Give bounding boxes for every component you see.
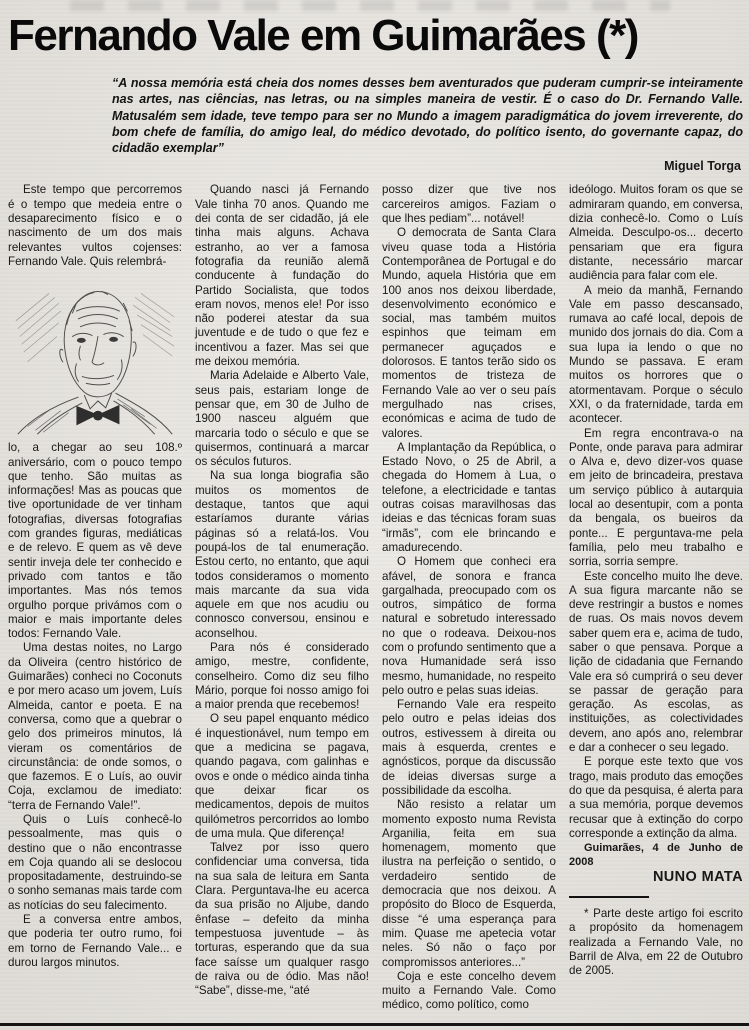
column-2 <box>195 183 369 1030</box>
paragraph: Este tempo que percorremos é o tempo que medeia entre o desaparecimento físico e o nascimento de um dos mais relevantes vultos cojenses: Fernando Vale. Quis relembrá- <box>8 183 182 268</box>
paragraph: Talvez por isso quero confidenciar uma conversa, tida na sua sala de leitura em Santa Clara. Perguntava-lhe eu acerca da sua prisão no Aljube, dando ênfase – defeito da minha tempestuosa juventude – às torturas, esperando que da sua face saísse um qualquer rasgo de raiva ou de ódio. Mas não! “Sabe”, disse-me, “até <box>195 841 369 998</box>
paragraph: Quis o Luís conhecê-lo pessoalmente, mas quis o destino que o não encontrasse em Coja quando ali se deslocou propositadamente, destruindo-se o sonho semanas mais tarde com as notícias do seu falecimento. <box>8 812 182 912</box>
column-4 <box>569 183 743 1030</box>
byline: NUNO MATA <box>652 868 743 885</box>
lead-quote <box>112 75 743 173</box>
paragraph: Coja e este concelho devem muito a Fernando Vale. Como médico, como político, como <box>382 969 556 1012</box>
column-3 <box>382 183 556 1030</box>
headline: Fernando Vale em Guimarães (*) <box>8 11 638 60</box>
dateline: Guimarães, 4 de Junho de 2008 <box>569 842 743 869</box>
paragraph: Na sua longa biografia são muitos os momentos de destaque, tantos que aqui estaríamos durante várias páginas só a relatá-los. Vou poupá-los de tal enumeração. Estou certo, no entanto, que aqui todos consideramos o momento mais marcante da sua vida aquele em que nos acudiu ou connosco conversou, ensinou e aconselhou. <box>195 469 369 640</box>
paragraph: Para nós é considerado amigo, mestre, confidente, conselheiro. Como diz seu filho Mário, porque foi nosso amigo foi a maior prenda que recebemos! <box>195 640 369 712</box>
footnote-separator <box>569 896 649 898</box>
paragraph: E a conversa entre ambos, que poderia ter outro rumo, foi em torno de Fernando Vale... e durou largos minutos. <box>8 913 182 969</box>
paragraph: Maria Adelaide e Alberto Vale, seus pais, estariam longe de pensar que, em 30 de Julho de 1900 nasceu alguém que marcaria todo o século e que se quisermos, continuará a marcar os séculos futuros. <box>195 369 369 469</box>
paragraph: Este concelho muito lhe deve. A sua figura marcante não se deve restringir a bustos e nomes de ruas. Os mais novos devem saber quem era e, acima de tudo, saber o que pensava. Porque a lição de cidadania que Fernando Vale era só cumprirá o seu dever se passar de geração para geração. As escolas, as instituições, as colectividades devem, ano após ano, relembrar e dar a conhecer o seu legado. <box>569 569 743 755</box>
paragraph: O Homem que conheci era afável, de sonora e franca gargalhada, preocupado com os outros, simpático de forma natural e sobretudo interessado no que o rodeava. Deixou-nos com o profundo sentimento que a nova Humanidade será isso mesmo, humanidade, no respeito pelo outro e pelas suas ideias. <box>382 555 556 697</box>
bottom-rule <box>0 1023 749 1026</box>
paragraph: O seu papel enquanto médico é inquestionável, num tempo em que a medicina se pagava, quando pagava, com galinhas e ovos e onde o médico ainda tinha que deixar ficar os medicamentos, depois de muitos quilómetros percorridos ao lombo de uma mula. Que diferença! <box>195 712 369 840</box>
paragraph: Uma destas noites, no Largo da Oliveira (centro histórico de Guimarães) conheci no Coconuts e por mero acaso um jovem, Luís Almeida, cantor e poeta. E na conversa, como que a quebrar o gelo dos primeiros minutos, lá vieram os comentários de circunstância: de onde somos, o que fazemos. E o Luís, ao ouvir Coja, exclamou de imediato: “terra de Fernando Vale!”. <box>8 641 182 812</box>
paragraph: Em regra encontrava-o na Ponte, onde parava para admirar o Alva e, devo dizer-vos quase em jeito de brincadeira, prestava um serviço público à autarquia local ao desentupir, com a ponta da bengala, os bueiros da ponte... E perguntava-me pela família, pelo meu trabalho e sorria, sorria sempre. <box>569 426 743 569</box>
column-1 <box>8 183 182 1030</box>
paragraph: O democrata de Santa Clara viveu quase toda a História Contemporânea de Portugal e do Mundo, aquela História que em 100 anos nos deixou liberdade, desenvolvimento económico e social, mas também muitos espinhos que teimam em permanecer aguçados e dolorosos. E tantos terão sido os momentos de tristeza de Fernando Vale ao ver o seu país mergulhado nas crises, económicas e acima de tudo de valores. <box>382 226 556 440</box>
paragraph: E porque este texto que vos trago, mais produto das emoções do que da pesquisa, é alerta para a sua memória, porque devemos recusar que à extinção do corpo corresponde a extinção da alma. <box>569 755 743 840</box>
paragraph: A Implantação da República, o Estado Novo, o 25 de Abril, a chegada do Homem à Lua, o telefone, a electricidade e tantas outras coisas maravilhosas das ideias e das técnicas foram suas “irmãs”, com ele brincando e amadurecendo. <box>382 440 556 554</box>
print-bleed-artifact <box>70 0 670 11</box>
paragraph: Quando nasci já Fernando Vale tinha 70 anos. Quando me dei conta de ser cidadão, já ele tinha mais alguns. Achava estranho, ao ver a famosa fotografia da reunião alemã conducente à fundação do Partido Socialista, que todos eram novos, menos ele! Por isso não poderei atestar da sua juventude e de tudo o que fez e incentivou a fazer. Mas sei que me deixou memória. <box>195 183 369 369</box>
article-body <box>0 173 749 1030</box>
portrait-sketch <box>8 275 182 437</box>
paragraph: lo, a chegar ao seu 108.º aniversário, com o pouco tempo que tenho. São muitas as informações! Mas as poucas que tive oportunidade de ver tinham fotografias, diversas fotografias com grandes figuras, mediáticas e de relevo. E quem as vê deve sentir inveja dele ter conhecido e privado com tantos e tão importantes. Mas nós temos orgulho porque privámos com o maior e mais importante deles todos: Fernando Vale. <box>8 441 182 641</box>
quote-text: “A nossa memória está cheia dos nomes desses bem aventurados que puderam cumprir-se inteiramente nas artes, nas ciências, nas letras, ou na simples maneira de vestir. É o caso do Dr. Fernando Valle. Matusalém sem idade, teve tempo para ser no Mundo a imagem paradigmática do jovem irreverente, do bom chefe de família, do amigo leal, do médico devotado, do político isento, do governante capaz, do cidadão exemplar” <box>112 76 743 156</box>
footnote: * Parte deste artigo foi escrito a propósito da homenagem realizada a Fernando Vale, no Barril de Alva, em 22 de Outubro de 2005. <box>569 907 743 978</box>
paragraph: A meio da manhã, Fernando Vale em passo descansado, rumava ao café local, depois de munido dos jornais do dia. Com a sua lupa ia lendo o que no Mundo se passava. E eram muitos os horrores que o atormentavam. Porque o século XXI, o da fraternidade, tarda em acontecer. <box>569 283 743 426</box>
paragraph: posso dizer que tive nos carcereiros amigos. Faziam o que lhes pediam”... notável! <box>382 183 556 226</box>
portrait-sketch-drawing <box>8 275 182 437</box>
quote-attribution: Miguel Torga <box>664 159 741 174</box>
paragraph: Não resisto a relatar um momento exposto numa Revista Arganilia, feita em sua homenagem, momento que ilustra na perfeição o sentido, o verdadeiro sentido de democracia que nos deixou. A propósito do Bloco de Esquerda, disse “é uma esperança para mim. Quase me apetecia votar neles. Só não o faço por compromissos anteriores...” <box>382 798 556 969</box>
paragraph: ideólogo. Muitos foram os que se admiraram quando, em conversa, dizia conhecê-lo. Como o Luís Almeida. Desculpo-os... decerto pensariam que era figura distante, necessário marcar audiência para falar com ele. <box>569 183 743 283</box>
paragraph: Fernando Vale era respeito pelo outro e pelas ideias dos outros, estivessem à direita ou mais à esquerda, crentes e agnósticos, porque da discussão de ideias diversas surge a possibilidade da escolha. <box>382 698 556 797</box>
